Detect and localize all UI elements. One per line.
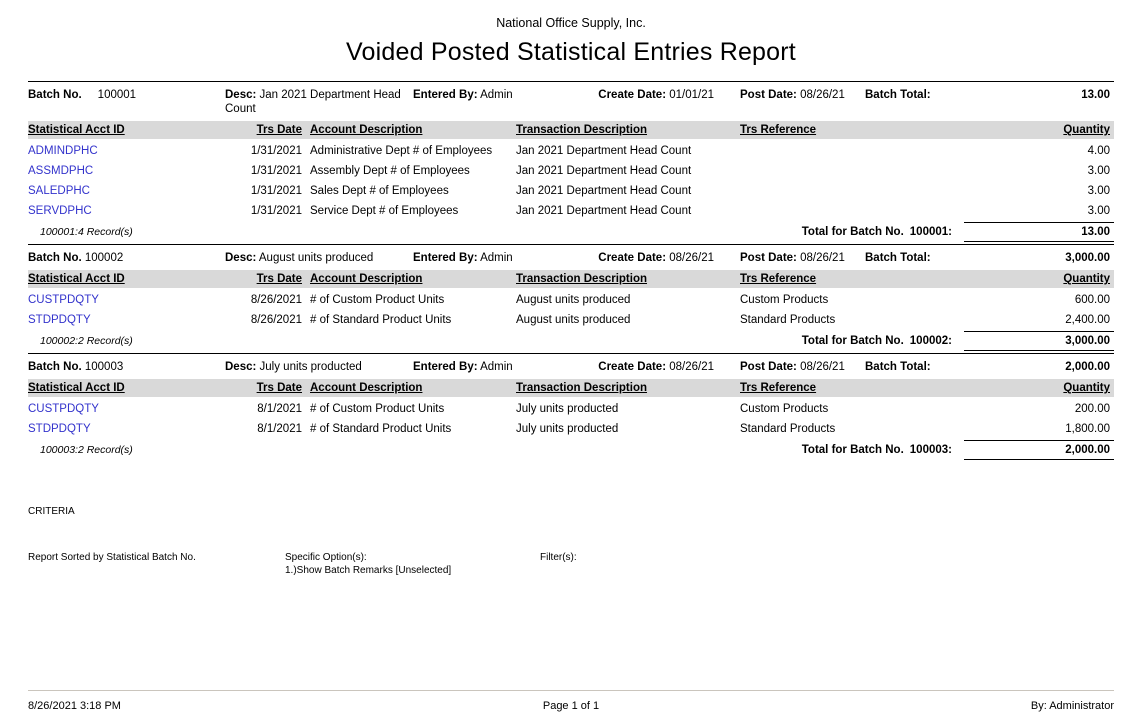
create-date-cell — [565, 251, 740, 265]
create-date-label: Create Date: — [598, 89, 667, 101]
col-statistical-acct-id: Statistical Acct ID — [28, 382, 125, 394]
acct-desc-cell: Sales Dept # of Employees — [310, 185, 449, 197]
trs-ref-cell — [740, 184, 968, 198]
trs-ref-cell: Custom Products — [740, 403, 829, 415]
entered-by-value: Admin — [480, 361, 513, 373]
page-footer — [28, 690, 1114, 712]
batch-header — [28, 354, 1114, 379]
col-quantity: Quantity — [1063, 273, 1110, 285]
post-date-label: Post Date: — [740, 361, 797, 373]
trans-desc-cell: Jan 2021 Department Head Count — [516, 205, 692, 217]
criteria-option-1: 1.)Show Batch Remarks [Unselected] — [285, 565, 452, 576]
post-date-value: 08/26/21 — [800, 89, 845, 101]
total-batch-no: 100003: — [909, 444, 952, 456]
acct-id-link[interactable]: SALEDPHC — [28, 185, 90, 197]
post-date-label: Post Date: — [740, 89, 797, 101]
trs-date-cell: 1/31/2021 — [250, 205, 302, 217]
total-batch-no: 100001: — [909, 226, 952, 238]
trs-date-cell: 8/1/2021 — [257, 403, 302, 415]
col-trs-date: Trs Date — [256, 273, 302, 285]
col-trs-date: Trs Date — [256, 382, 302, 394]
entered-by-label: Entered By: — [413, 361, 478, 373]
table-row — [28, 310, 1114, 330]
trans-desc-cell: Jan 2021 Department Head Count — [516, 165, 692, 177]
trs-ref-cell: Standard Products — [740, 423, 836, 435]
table-row — [28, 201, 1114, 221]
create-date-cell — [565, 88, 740, 116]
trs-date-cell: 1/31/2021 — [250, 165, 302, 177]
batch-no-value: 100003 — [84, 361, 124, 373]
trans-desc-cell: Jan 2021 Department Head Count — [516, 185, 692, 197]
entered-by-label: Entered By: — [413, 252, 478, 264]
batch-total-cell — [865, 251, 1114, 265]
entered-by-value: Admin — [480, 89, 513, 101]
quantity-cell: 200.00 — [1074, 403, 1110, 415]
batch-no-label: Batch No. — [28, 89, 82, 101]
criteria-sorted-by: Report Sorted by Statistical Batch No. — [28, 552, 196, 563]
criteria-section — [28, 506, 1114, 577]
acct-desc-cell: Service Dept # of Employees — [310, 205, 459, 217]
create-date-label: Create Date: — [598, 361, 667, 373]
batch-total-value: 2,000.00 — [1065, 361, 1110, 373]
desc-value: Jan 2021 Department Head Count — [225, 89, 401, 115]
trans-desc-cell: August units produced — [516, 314, 631, 326]
batch-footer — [28, 222, 1114, 242]
batch-total-value: 13.00 — [1081, 89, 1110, 101]
criteria-options-label: Specific Option(s): — [285, 552, 367, 563]
column-header-row — [28, 121, 1114, 139]
quantity-cell: 3.00 — [1087, 205, 1110, 217]
acct-desc-cell: # of Custom Product Units — [310, 294, 445, 306]
total-for-batch-label: Total for Batch No. — [801, 226, 904, 238]
acct-desc-cell: # of Custom Product Units — [310, 403, 445, 415]
batch-no-cell — [28, 251, 225, 265]
batch-desc-cell — [225, 88, 413, 116]
entered-by-value: Admin — [480, 252, 513, 264]
trs-date-cell: 1/31/2021 — [250, 185, 302, 197]
col-account-description: Account Description — [310, 382, 423, 394]
create-date-value: 08/26/21 — [669, 361, 714, 373]
table-row — [28, 161, 1114, 181]
entered-by-label: Entered By: — [413, 89, 478, 101]
footer-by: By: Administrator — [1030, 700, 1114, 712]
acct-desc-cell: Assembly Dept # of Employees — [310, 165, 470, 177]
acct-desc-cell: # of Standard Product Units — [310, 423, 452, 435]
batch-total-amount: 2,000.00 — [964, 440, 1114, 460]
batch-total-label: Batch Total: — [865, 361, 931, 373]
batch-header — [28, 82, 1114, 121]
batch-total-value: 3,000.00 — [1065, 252, 1110, 264]
trs-date-cell: 8/1/2021 — [257, 423, 302, 435]
post-date-label: Post Date: — [740, 252, 797, 264]
batch-desc-cell — [225, 360, 413, 374]
batch-total-cell — [865, 360, 1114, 374]
batch-no-cell — [28, 360, 225, 374]
batch-section-100001 — [28, 81, 1114, 242]
col-quantity: Quantity — [1063, 124, 1110, 136]
create-date-label: Create Date: — [598, 252, 667, 264]
col-account-description: Account Description — [310, 124, 423, 136]
acct-id-link[interactable]: ADMINDPHC — [28, 145, 98, 157]
batch-total-label: Batch Total: — [865, 252, 931, 264]
batch-no-cell — [28, 88, 225, 116]
trans-desc-cell: July units producted — [516, 423, 619, 435]
quantity-cell: 1,800.00 — [1065, 423, 1110, 435]
company-name: National Office Supply, Inc. — [496, 16, 646, 30]
acct-id-link[interactable]: CUSTPDQTY — [28, 294, 99, 306]
trs-ref-cell: Standard Products — [740, 314, 836, 326]
record-count: 100003:2 Record(s) — [40, 444, 133, 456]
footer-page-number: Page 1 of 1 — [542, 700, 600, 712]
report-title: Voided Posted Statistical Entries Report — [346, 38, 796, 66]
create-date-cell — [565, 360, 740, 374]
batch-total-amount: 13.00 — [964, 222, 1114, 242]
acct-id-link[interactable]: ASSMDPHC — [28, 165, 94, 177]
col-transaction-description: Transaction Description — [516, 382, 648, 394]
desc-value: July units producted — [259, 361, 362, 373]
quantity-cell: 3.00 — [1087, 165, 1110, 177]
table-row — [28, 419, 1114, 439]
post-date-cell — [740, 88, 865, 116]
batch-section-100002 — [28, 244, 1114, 351]
criteria-row — [28, 551, 1114, 577]
quantity-cell: 3.00 — [1087, 185, 1110, 197]
desc-label: Desc: — [225, 361, 257, 373]
trs-date-cell: 8/26/2021 — [250, 314, 302, 326]
batch-footer — [28, 331, 1114, 351]
col-trs-reference: Trs Reference — [740, 382, 817, 394]
column-header-row — [28, 379, 1114, 397]
desc-value: August units produced — [258, 252, 374, 264]
footer-datetime: 8/26/2021 3:18 PM — [28, 700, 121, 712]
batch-no-value: 100002 — [84, 252, 124, 264]
acct-id-link[interactable]: STDPDQTY — [28, 423, 91, 435]
criteria-filters-label: Filter(s): — [540, 552, 577, 563]
trs-ref-cell — [740, 144, 968, 158]
quantity-cell: 4.00 — [1087, 145, 1110, 157]
total-for-batch-label: Total for Batch No. — [801, 444, 904, 456]
batch-total-cell — [865, 88, 1114, 116]
batch-no-label: Batch No. — [28, 252, 82, 264]
col-transaction-description: Transaction Description — [516, 273, 648, 285]
col-transaction-description: Transaction Description — [516, 124, 648, 136]
trs-date-cell: 1/31/2021 — [250, 145, 302, 157]
batch-header — [28, 245, 1114, 270]
batch-section-100003 — [28, 353, 1114, 460]
trs-ref-cell — [740, 204, 968, 218]
table-row — [28, 181, 1114, 201]
col-trs-reference: Trs Reference — [740, 124, 817, 136]
col-account-description: Account Description — [310, 273, 423, 285]
col-statistical-acct-id: Statistical Acct ID — [28, 124, 125, 136]
trs-ref-cell: Custom Products — [740, 294, 829, 306]
quantity-cell: 2,400.00 — [1065, 314, 1110, 326]
desc-label: Desc: — [225, 252, 257, 264]
desc-label: Desc: — [225, 89, 257, 101]
batch-no-label: Batch No. — [28, 361, 82, 373]
trans-desc-cell: August units produced — [516, 294, 631, 306]
record-count: 100002:2 Record(s) — [40, 335, 133, 347]
acct-id-link[interactable]: SERVDPHC — [28, 205, 92, 217]
trans-desc-cell: Jan 2021 Department Head Count — [516, 145, 692, 157]
entered-by-cell — [413, 251, 565, 265]
post-date-value: 08/26/21 — [800, 361, 845, 373]
post-date-cell — [740, 251, 865, 265]
batch-total-label: Batch Total: — [865, 89, 931, 101]
col-trs-date: Trs Date — [256, 124, 302, 136]
col-trs-reference: Trs Reference — [740, 273, 817, 285]
trs-date-cell: 8/26/2021 — [250, 294, 302, 306]
acct-desc-cell: # of Standard Product Units — [310, 314, 452, 326]
batch-desc-cell — [225, 251, 413, 265]
table-row — [28, 399, 1114, 419]
table-row — [28, 290, 1114, 310]
create-date-value: 08/26/21 — [669, 252, 714, 264]
entered-by-cell — [413, 88, 565, 116]
acct-id-link[interactable]: CUSTPDQTY — [28, 403, 99, 415]
entered-by-cell — [413, 360, 565, 374]
create-date-value: 01/01/21 — [669, 89, 714, 101]
col-statistical-acct-id: Statistical Acct ID — [28, 273, 125, 285]
quantity-cell: 600.00 — [1074, 294, 1110, 306]
post-date-value: 08/26/21 — [800, 252, 845, 264]
acct-id-link[interactable]: STDPDQTY — [28, 314, 91, 326]
trs-ref-cell — [740, 164, 968, 178]
col-quantity: Quantity — [1063, 382, 1110, 394]
table-row — [28, 141, 1114, 161]
record-count: 100001:4 Record(s) — [40, 226, 133, 238]
total-for-batch-label: Total for Batch No. — [801, 335, 904, 347]
column-header-row — [28, 270, 1114, 288]
batch-footer — [28, 440, 1114, 460]
total-batch-no: 100002: — [909, 335, 952, 347]
acct-desc-cell: Administrative Dept # of Employees — [310, 145, 493, 157]
criteria-options — [285, 551, 540, 577]
batch-total-amount: 3,000.00 — [964, 331, 1114, 351]
post-date-cell — [740, 360, 865, 374]
batch-no-value: 100001 — [97, 89, 137, 101]
trans-desc-cell: July units producted — [516, 403, 619, 415]
criteria-heading: CRITERIA — [28, 506, 75, 517]
